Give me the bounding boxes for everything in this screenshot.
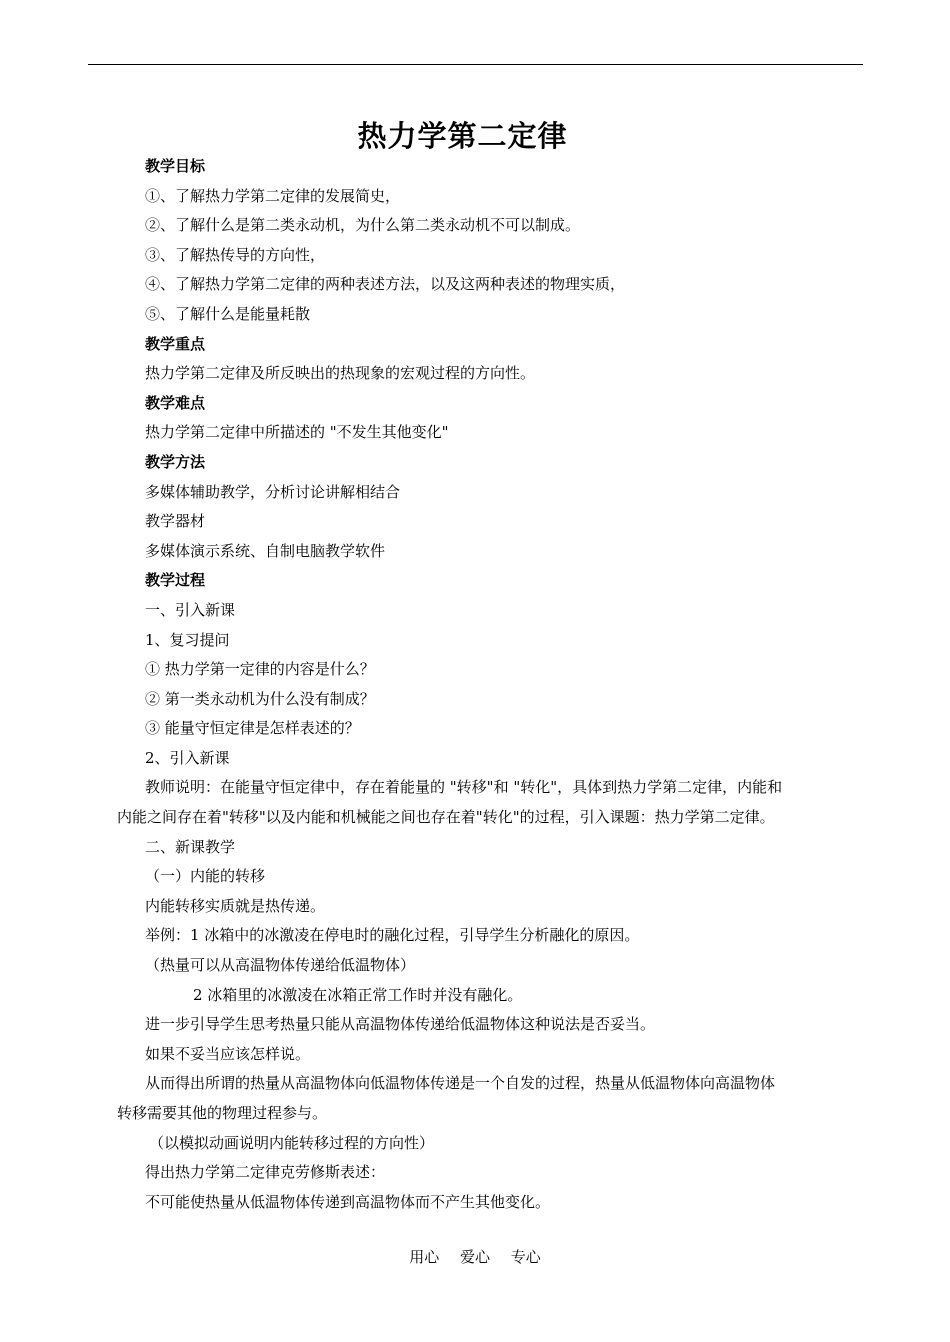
body-line: 得出热力学第二定律克劳修斯表述： <box>145 1163 386 1182</box>
footer-word-3: 专心 <box>510 1248 541 1266</box>
body-line: ①、了解热力学第二定律的发展简史， <box>145 186 401 205</box>
body-line: 教学器材 <box>145 512 206 531</box>
body-line: （一）内能的转移 <box>145 867 266 886</box>
body-line: ② 第一类永动机为什么没有制成？ <box>145 689 375 708</box>
body-line: 举例：1 冰箱中的冰激凌在停电时的融化过程，引导学生分析融化的原因。 <box>145 926 640 945</box>
body-line: 2、引入新课 <box>145 748 230 767</box>
body-line: （热量可以从高温物体传递给低温物体） <box>145 956 416 975</box>
body-line: 热力学第二定律及所反映出的热现象的宏观过程的方向性。 <box>145 364 536 383</box>
body-line: 进一步引导学生思考热量只能从高温物体传递给低温物体这种说法是否妥当。 <box>145 1015 656 1034</box>
body-line: 从而得出所谓的热量从高温物体向低温物体传递是一个自发的过程，热量从低温物体向高温物体 <box>145 1074 776 1093</box>
body-line: ④、了解热力学第二定律的两种表述方法，以及这两种表述的物理实质， <box>145 275 626 294</box>
body-line: 转移需要其他的物理过程参与。 <box>117 1104 328 1122</box>
body-line: 二、新课教学 <box>145 837 236 856</box>
page-footer <box>0 1245 950 1269</box>
header-rule <box>88 64 863 65</box>
section-heading: 教学过程 <box>145 571 206 590</box>
body-line: 热力学第二定律中所描述的 "不发生其他变化" <box>145 423 449 442</box>
body-line: 多媒体辅助教学，分析讨论讲解相结合 <box>145 482 401 501</box>
document-body <box>117 152 837 1217</box>
body-line: （以模拟动画说明内能转移过程的方向性） <box>149 1133 435 1152</box>
body-line: ③、了解热传导的方向性， <box>145 245 326 264</box>
body-line: ②、了解什么是第二类永动机，为什么第二类永动机不可以制成。 <box>145 216 581 235</box>
footer-word-2: 爱心 <box>459 1248 490 1266</box>
footer-word-1: 用心 <box>409 1248 440 1266</box>
body-line: 教师说明：在能量守恒定律中，存在着能量的 "转移"和 "转化"，具体到热力学第二定律，内能和 <box>145 778 783 797</box>
body-line: 2 冰箱里的冰激凌在冰箱正常工作时并没有融化。 <box>193 985 523 1004</box>
section-heading: 教学重点 <box>145 334 206 353</box>
section-heading: 教学难点 <box>145 393 206 412</box>
body-line: 多媒体演示系统、自制电脑教学软件 <box>145 541 386 560</box>
body-line: 1、复习提问 <box>145 630 230 649</box>
body-line: 不可能使热量从低温物体传递到高温物体而不产生其他变化。 <box>145 1192 551 1211</box>
section-heading: 教学目标 <box>145 157 206 175</box>
document-title: 热力学第二定律 <box>357 119 568 153</box>
body-line: 如果不妥当应该怎样说。 <box>145 1044 311 1063</box>
section-heading: 教学方法 <box>145 452 206 471</box>
body-line: ③ 能量守恒定律是怎样表述的？ <box>145 719 360 738</box>
body-line: 内能之间存在着"转移"以及内能和机械能之间也存在着"转化"的过程，引入课题：热力学第二定律。 <box>117 808 775 827</box>
body-line: ⑤、了解什么是能量耗散 <box>145 304 311 323</box>
body-line: 内能转移实质就是热传递。 <box>145 896 326 915</box>
body-line: 一、引入新课 <box>145 600 236 619</box>
body-line: ① 热力学第一定律的内容是什么？ <box>145 660 375 679</box>
